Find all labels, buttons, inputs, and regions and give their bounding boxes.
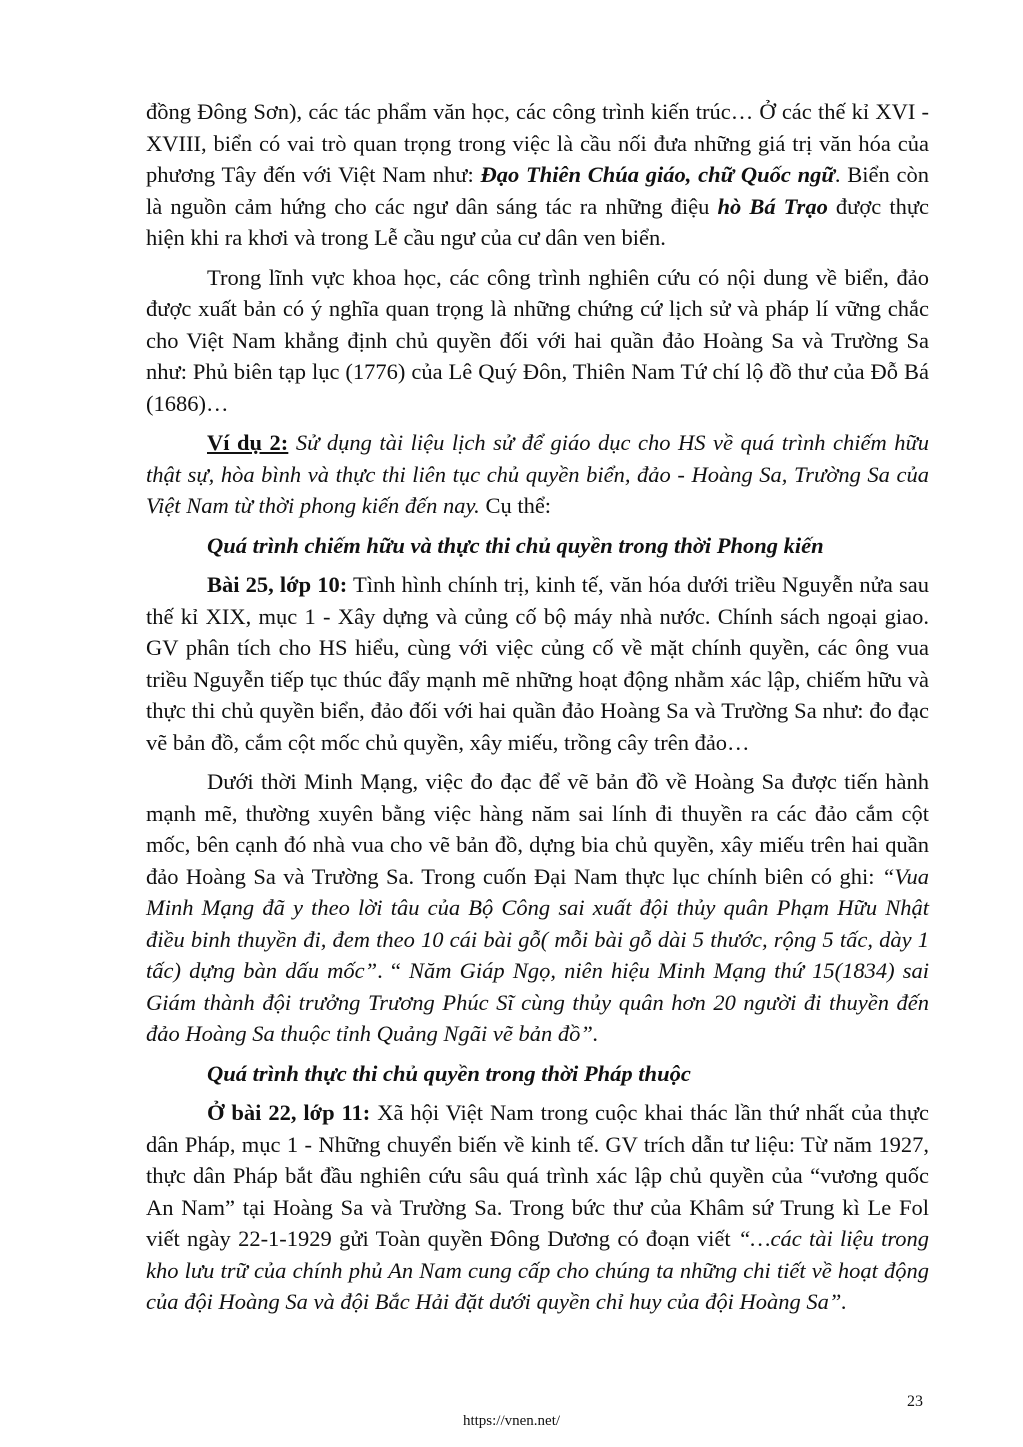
paragraph-lesson-22 [146, 1097, 929, 1318]
text-span: . Biển còn là nguồn cảm hứng cho các ngư dân sáng tác ra những điệu [146, 162, 930, 219]
section-heading-feudal: Quá trình chiếm hữu và thực thi chủ quyền trong thời Phong kiến [207, 532, 824, 558]
quote-text: “Vua Minh Mạng đã y theo lời tâu của Bộ Công sai xuất đội thủy quân Phạm Hữu Nhật điều binh thuyền đi, đem theo 10 cái bài gỗ( mỗi bài gỗ dài 5 thước, rộng 5 tấc, dày 1 tấc) dựng bàn dấu mốc” [146, 863, 929, 983]
text-span: Xã hội Việt Nam trong cuộc khai thác lần thứ nhất của thực dân Pháp, mục 1 - Những chuyển biến về kinh tế. GV trích dẫn tư liệu: Từ năm 1927, thực dân Pháp bắt đầu nghiên cứu sâu quá trình xác lập chủ quyền của “vương quốc An Nam” tại Hoàng Sa và Trường Sa. Trong bức thư của Khâm sứ Trung kì Le Fol viết ngày 22-1-1929 gửi Toàn quyền Đông Dương có đoạn viết [146, 1100, 929, 1251]
emphasis-text: Đạo Thiên Chúa giáo, chữ Quốc ngữ [480, 162, 835, 187]
quote-text: “…các tài liệu trong kho lưu trữ của chính phủ An Nam cung cấp cho chúng ta những chi tiết về hoạt động của đội Hoàng Sa và đội Bắc Hải đặt dưới quyền chỉ huy của đội Hoàng Sa”. [146, 1226, 929, 1314]
paragraph-minh-mang [146, 766, 929, 1050]
text-span: đồng Đông Sơn), các tác phẩm văn học, các công trình kiến trúc… Ở các thế kỉ XVI - XVIII, biển có vai trò quan trọng trong việc là cầu nối đưa những giá trị văn hóa của phương Tây đến với Việt Nam như: [146, 99, 929, 187]
text-span: Cụ thể: [479, 493, 552, 518]
text-span: . “ [377, 958, 410, 983]
footer-url[interactable]: https://vnen.net/ [462, 1413, 561, 1429]
quote-text: Năm Giáp Ngọ, niên hiệu Minh Mạng thứ 15(1834) sai Giám thành đội trưởng Trương Phúc Sĩ cùng thủy quân hơn 20 người đi thuyền đến đảo Hoàng Sa thuộc tỉnh Quảng Ngãi vẽ bản đồ”. [146, 958, 929, 1046]
section-heading-french: Quá trình thực thi chủ quyền trong thời Pháp thuộc [207, 1060, 691, 1086]
text-span: Dưới thời Minh Mạng, việc đo đạc để vẽ bản đồ về Hoàng Sa được tiến hành mạnh mẽ, thường xuyên bằng việc hàng năm sai lính đi thuyền ra các đảo cắm cột mốc, bên cạnh đó nhà vua cho vẽ bản đồ, dựng bia chủ quyền, xây miếu trên hai quần đảo Hoàng Sa và Trường Sa. Trong cuốn Đại Nam thực lục chính biên có ghi: [146, 769, 929, 889]
lesson-label: Bài 25, lớp 10: [207, 572, 348, 597]
paragraph-science: Trong lĩnh vực khoa học, các công trình nghiên cứu có nội dung về biển, đảo được xuất bản có ý nghĩa quan trọng là những chứng cứ lịch sử và pháp lí vững chắc cho Việt Nam khẳng định chủ quyền đối với hai quần đảo Hoàng Sa và Trường Sa như: Phủ biên tạp lục (1776) của Lê Quý Đôn, Thiên Nam Tứ chí lộ đồ thư của Đỗ Bá (1686)… [146, 264, 929, 416]
text-span: được thực hiện khi ra khơi và trong Lễ cầu ngư của cư dân ven biển. [146, 193, 930, 250]
paragraph-sea-culture [146, 96, 929, 254]
page-number: 23 [907, 1393, 923, 1410]
text-span: Tình hình chính trị, kinh tế, văn hóa dưới triều Nguyễn nửa sau thế kỉ XIX, mục 1 - Xây dựng và củng cố bộ máy nhà nước. Chính sách ngoại giao. GV phân tích cho HS hiểu, cùng với việc củng cố về mặt chính quyền, các ông vua triều Nguyễn tiếp tục thúc đẩy mạnh mẽ những hoạt động nhằm xác lập, chiếm hữu và thực thi chủ quyền biển, đảo đối với hai quần đảo Hoàng Sa và Trường Sa như: đo đạc vẽ bản đồ, cắm cột mốc chủ quyền, xây miếu, trồng cây trên đảo… [146, 572, 929, 755]
paragraph-example-2 [146, 427, 929, 522]
example-label: Ví dụ 2: [207, 430, 289, 455]
lesson-label: Ở bài 22, lớp 11: [207, 1100, 371, 1125]
paragraph-lesson-25 [146, 569, 929, 758]
emphasis-text: hò Bá Trạo [717, 193, 828, 219]
page-body [146, 96, 929, 1326]
italic-text: Sử dụng tài liệu lịch sử để giáo dục cho HS về quá trình chiếm hữu thật sự, hòa bình và thực thi liên tục chủ quyền biển, đảo - Hoàng Sa, Trường Sa của Việt Nam từ thời phong kiến đến nay. [146, 430, 930, 518]
